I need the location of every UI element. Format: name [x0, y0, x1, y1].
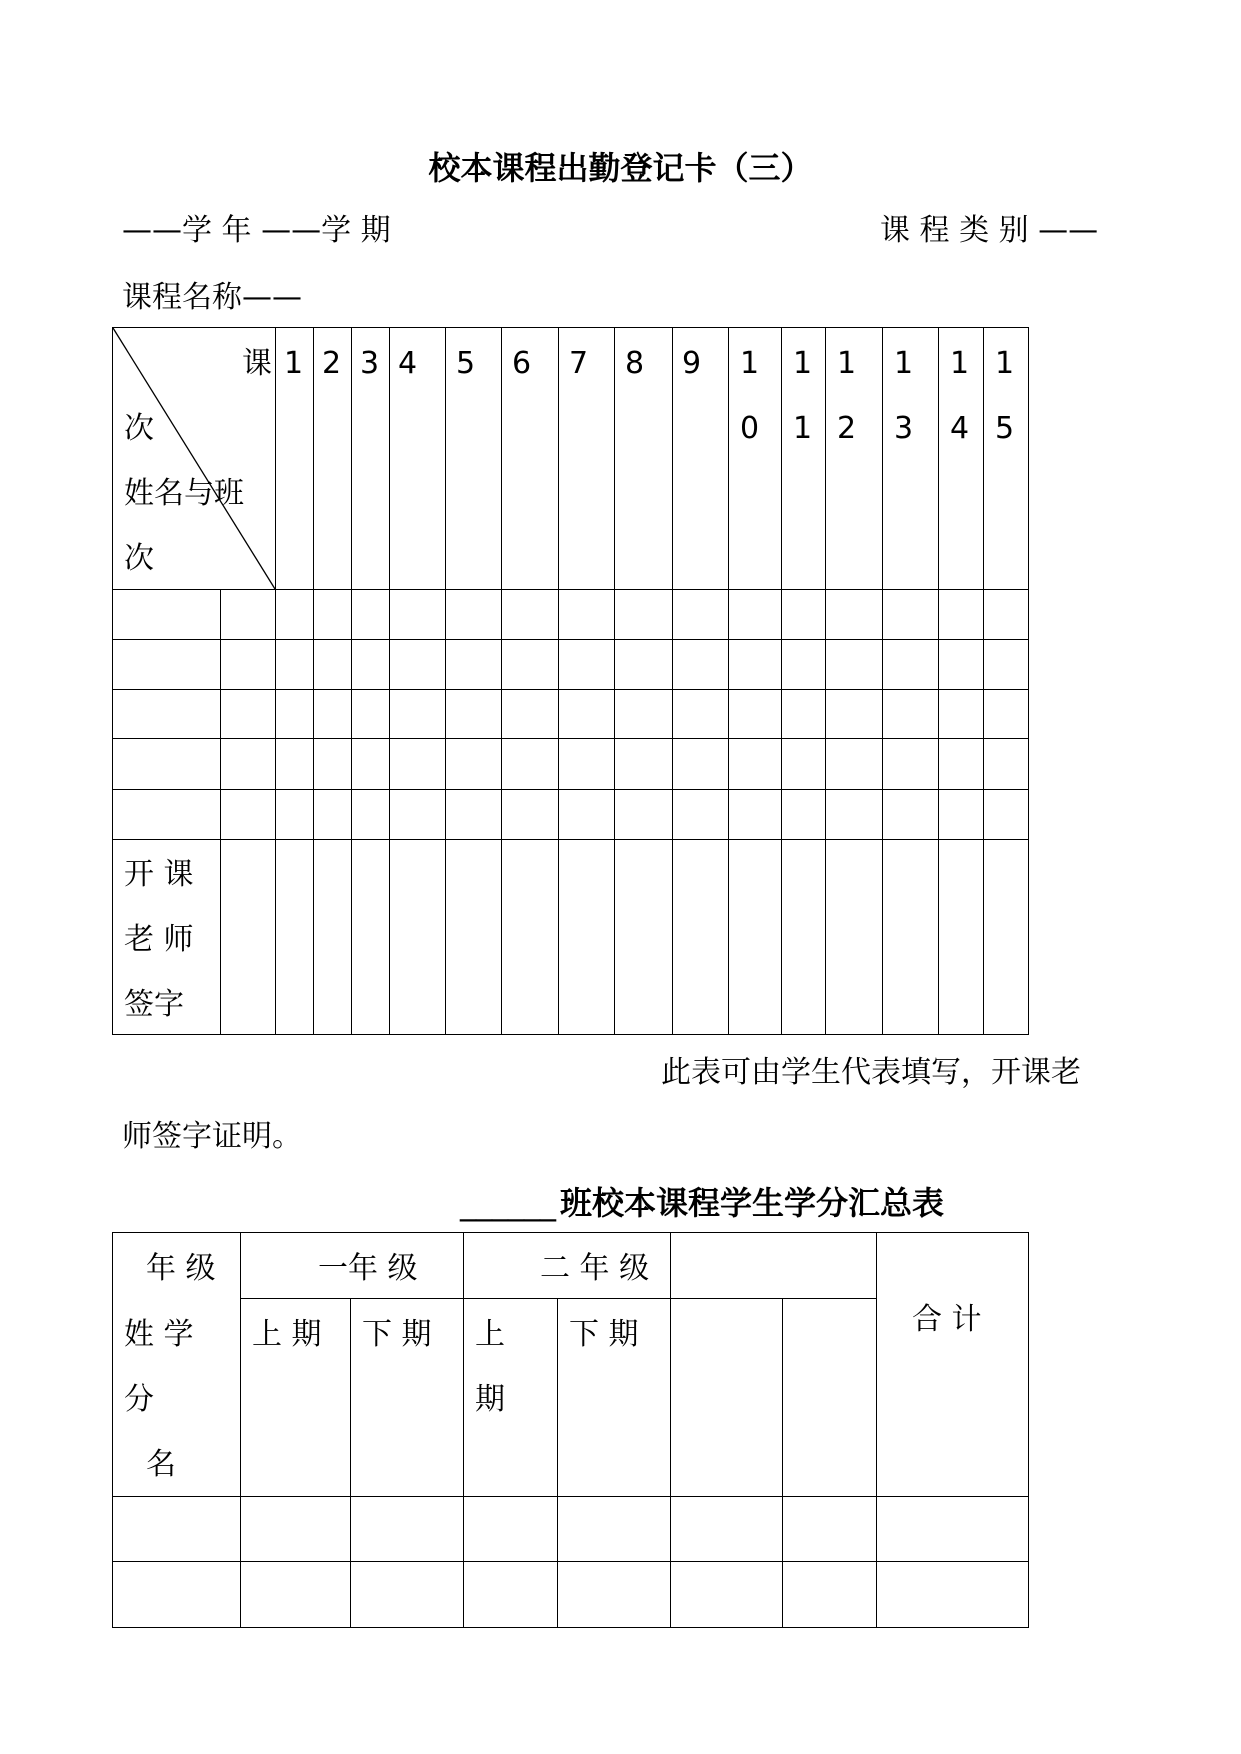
session-header-7: 7	[569, 346, 589, 381]
session-header-10: 1 0	[740, 346, 760, 446]
session-header-9: 9	[682, 346, 702, 381]
grade-one-second-term: 下 期	[362, 1317, 432, 1352]
session-header-8: 8	[625, 346, 645, 381]
session-header-1: 1	[284, 346, 304, 381]
header-corner-name-label: 姓名与班	[124, 476, 244, 511]
grade-one-first-term: 上 期	[252, 1317, 322, 1352]
summary-corner-name-credit: 姓 学	[124, 1317, 194, 1352]
session-header-14: 1 4	[950, 346, 970, 446]
session-header-2: 2	[322, 346, 342, 381]
footnote-line-1: 此表可由学生代表填写，开课老	[661, 1055, 1081, 1090]
summary-title: 班校本课程学生学分汇总表	[560, 1184, 945, 1222]
session-header-12: 1 2	[837, 346, 857, 446]
session-header-3: 3	[360, 346, 380, 381]
session-header-13: 1 3	[894, 346, 914, 446]
total-header: 合 计	[912, 1302, 982, 1337]
session-header-15: 1 5	[995, 346, 1015, 446]
page-title: 校本课程出勤登记卡（三）	[428, 149, 813, 187]
grade-two-header: 二 年 级	[540, 1251, 650, 1286]
session-header-4: 4	[398, 346, 418, 381]
grade-one-header: 一年 级	[318, 1251, 418, 1286]
header-corner-session-label-2: 次	[124, 411, 154, 446]
teacher-signature-label-3: 签字	[124, 987, 184, 1022]
teacher-signature-label-2: 老 师	[124, 922, 194, 957]
session-header-6: 6	[512, 346, 532, 381]
grade-two-second-term: 下 期	[569, 1317, 639, 1352]
course-category-line: 课 程 类 别 ——	[880, 213, 1099, 248]
course-name-line: 课程名称——	[122, 280, 302, 315]
header-corner-class-label: 次	[124, 541, 154, 576]
grade-two-first-term-2: 期	[475, 1382, 505, 1417]
summary-corner-name: 名	[146, 1447, 176, 1482]
school-year-semester-line: ——学 年 ——学 期	[122, 213, 391, 248]
header-corner-session-label: 课	[242, 346, 272, 381]
summary-corner-grade: 年 级	[146, 1251, 216, 1286]
session-header-11: 1 1	[793, 346, 813, 446]
footnote-line-2: 师签字证明。	[122, 1119, 302, 1154]
session-header-5: 5	[456, 346, 476, 381]
summary-title-blank: ______	[460, 1184, 556, 1222]
summary-corner-credit: 分	[124, 1382, 154, 1417]
teacher-signature-label-1: 开 课	[124, 857, 194, 892]
grade-two-first-term-1: 上	[475, 1317, 505, 1352]
